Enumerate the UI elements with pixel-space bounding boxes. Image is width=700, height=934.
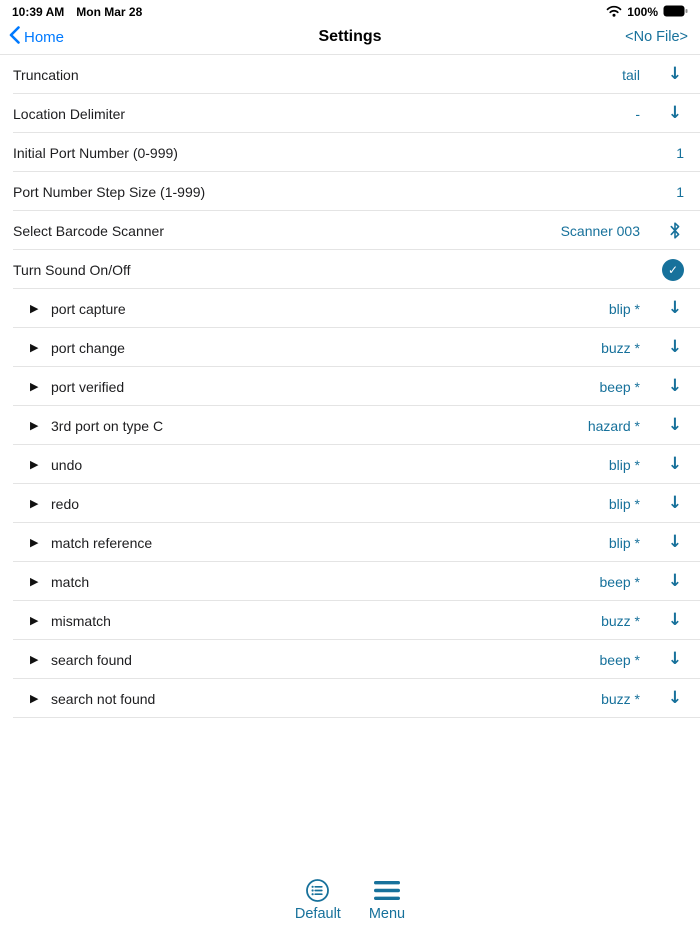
play-triangle-icon[interactable]: ▶ [30,419,39,432]
sound-settings-list [0,289,700,718]
settings-row[interactable] [0,133,700,172]
row-value: Scanner 003 [560,222,640,239]
battery-icon [663,5,688,20]
sound-row-value: beep * [599,573,640,590]
settings-row[interactable] [0,172,700,211]
page-title: Settings [318,28,382,45]
settings-row[interactable] [0,250,700,289]
down-arrow-icon[interactable]: ↓ [667,337,683,357]
sound-row-value: buzz * [601,690,640,707]
status-right [606,5,688,20]
bluetooth-icon[interactable] [666,219,684,243]
row-value: tail [622,66,640,83]
sound-row[interactable] [0,289,700,328]
sound-row-label: port verified [51,378,125,395]
sound-row-label: redo [51,495,80,512]
row-control[interactable] [666,648,684,672]
wifi-icon [606,5,622,20]
sound-row[interactable] [0,406,700,445]
down-arrow-icon[interactable]: ↓ [667,688,683,708]
down-arrow-icon[interactable]: ↓ [667,415,683,435]
sound-row[interactable] [0,484,700,523]
row-label: Location Delimiter [13,105,126,122]
back-label: Home [24,28,65,46]
down-arrow-icon[interactable]: ↓ [667,493,683,513]
row-control[interactable] [666,414,684,438]
down-arrow-glyph: ↓ [667,64,683,84]
sound-row-label: mismatch [51,612,111,629]
settings-row[interactable] [0,211,700,250]
down-arrow-icon[interactable]: ↓ [667,454,683,474]
sound-row-label: 3rd port on type C [51,417,164,434]
menu-label: Menu [368,906,406,922]
row-label: Initial Port Number (0-999) [13,144,178,161]
row-control[interactable] [666,531,684,555]
row-label: Turn Sound On/Off [13,261,131,278]
sound-row-value: blip * [608,300,640,317]
down-arrow-icon[interactable]: ↓ [667,532,683,552]
status-left [12,5,142,19]
sound-row-label: match reference [51,534,153,551]
sound-row-value: buzz * [601,339,640,356]
settings-list [0,55,700,289]
menu-button[interactable] [369,878,405,922]
default-label: Default [294,906,341,922]
sound-row[interactable] [0,679,700,718]
row-control[interactable] [666,570,684,594]
row-control[interactable] [666,609,684,633]
down-arrow-icon[interactable]: ↓ [667,649,683,669]
down-arrow-glyph: ↓ [667,103,683,123]
default-button[interactable] [295,878,341,922]
play-triangle-icon[interactable]: ▶ [30,575,39,588]
play-triangle-icon[interactable]: ▶ [30,341,39,354]
play-triangle-icon[interactable]: ▶ [30,380,39,393]
play-triangle-icon[interactable]: ▶ [30,536,39,549]
bottom-toolbar [0,878,700,922]
play-triangle-icon[interactable]: ▶ [30,458,39,471]
bluetooth-glyph [669,222,681,239]
sound-row-value: beep * [599,378,640,395]
sound-row[interactable] [0,367,700,406]
down-arrow-icon[interactable]: ↓ [667,571,683,591]
row-control[interactable] [666,336,684,360]
row-value: 1 [676,144,684,161]
sound-row[interactable] [0,640,700,679]
row-control[interactable] [666,492,684,516]
hamburger-icon [374,878,400,903]
play-triangle-icon[interactable]: ▶ [30,302,39,315]
sound-row-label: port capture [51,300,126,317]
sound-row-value: beep * [599,651,640,668]
row-value: 1 [676,183,684,200]
list-bullet-circle-icon [305,878,330,903]
sound-row-label: match [51,573,90,590]
check-icon: ✓ [667,262,679,277]
sound-row[interactable] [0,328,700,367]
status-date: Mon Mar 28 [76,5,143,19]
row-control[interactable] [666,687,684,711]
play-triangle-icon[interactable]: ▶ [30,692,39,705]
settings-row[interactable] [0,55,700,94]
back-chevron-icon [9,26,20,48]
sound-row-label: undo [51,456,83,473]
row-control[interactable] [666,453,684,477]
sound-row-label: search found [51,651,132,668]
down-arrow-icon[interactable]: ↓ [667,376,683,396]
down-arrow-icon[interactable] [666,102,684,126]
sound-row-value: hazard * [587,417,640,434]
row-control[interactable] [666,297,684,321]
down-arrow-icon[interactable]: ↓ [667,610,683,630]
status-time: 10:39 AM [12,5,65,19]
play-triangle-icon[interactable]: ▶ [30,497,39,510]
play-triangle-icon[interactable]: ▶ [30,653,39,666]
back-button[interactable] [9,26,64,48]
sound-row[interactable] [0,562,700,601]
nav-bar [0,20,700,55]
row-label: Truncation [13,66,79,83]
row-label: Select Barcode Scanner [13,222,164,239]
status-bar [0,0,700,20]
sound-row-label: search not found [51,690,156,707]
play-triangle-icon[interactable]: ▶ [30,614,39,627]
sound-row-label: port change [51,339,125,356]
sound-row[interactable] [0,445,700,484]
row-value: - [635,105,640,122]
down-arrow-icon[interactable]: ↓ [667,298,683,318]
sound-toggle-checkbox[interactable] [662,259,684,281]
sound-row-value: blip * [608,456,640,473]
sound-row-value: blip * [608,534,640,551]
down-arrow-icon[interactable] [666,63,684,87]
battery-percent: 100% [627,5,658,19]
sound-row-value: buzz * [601,612,640,629]
file-button[interactable]: <No File> [625,29,688,45]
row-label: Port Number Step Size (1-999) [13,183,206,200]
settings-row[interactable] [0,94,700,133]
sound-row[interactable] [0,523,700,562]
row-control[interactable] [666,375,684,399]
sound-row[interactable] [0,601,700,640]
sound-row-value: blip * [608,495,640,512]
